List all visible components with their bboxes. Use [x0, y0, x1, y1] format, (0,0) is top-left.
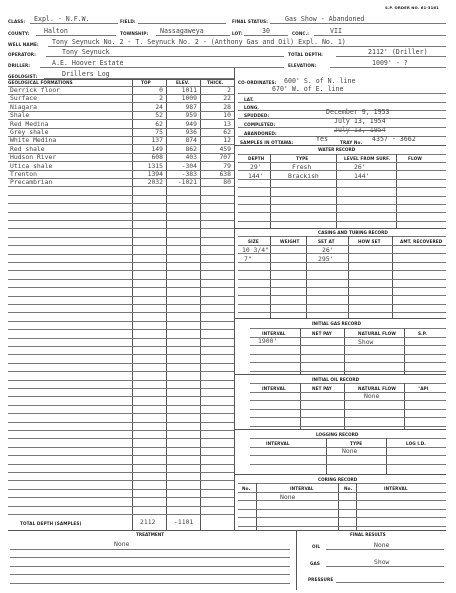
class-value: Expl. - N.F.W. [34, 15, 90, 23]
tray-label: TRAY No. [340, 140, 363, 145]
casing-row-rule [238, 312, 446, 313]
formation-row-rule [8, 354, 234, 355]
formation-thick: 10 [223, 111, 231, 120]
water-col-type: TYPE [296, 156, 309, 161]
gas-row-rule [250, 345, 446, 346]
formation-top: 75 [155, 128, 163, 136]
formation-row-rule [8, 388, 234, 389]
formation-name: Derrick floor [10, 86, 61, 94]
casing-row-rule [238, 304, 446, 305]
formation-elev: -383 [181, 170, 197, 178]
water-row-rule [238, 196, 446, 197]
formation-row-rule [8, 237, 234, 238]
casing-div-1 [270, 236, 271, 318]
formation-elev: 949 [185, 119, 197, 128]
formation-top: 1394 [147, 170, 163, 178]
formation-row-rule [8, 270, 234, 271]
coord-rule-1 [238, 93, 446, 94]
driller-value: A.E. Hoover Estate [52, 59, 124, 67]
gas-col-netpay: NET PAY [312, 331, 332, 336]
formation-elev: 1011 [181, 86, 197, 94]
oil-result-value: None [374, 541, 390, 549]
formation-row-rule [8, 186, 234, 187]
coring-interval-value: None [280, 493, 296, 501]
oil-col-flow: NATURAL FLOW [358, 386, 397, 391]
formation-thick: 22 [223, 94, 231, 103]
lot-rule [244, 35, 288, 36]
formation-elev: 936 [185, 128, 197, 136]
formation-elev: -1021 [177, 178, 197, 187]
long-label: LONG. [244, 105, 260, 110]
county-value: Halton [44, 27, 68, 35]
county-label: COUNTY: [8, 31, 30, 36]
coring-col-no2: No. [344, 486, 353, 491]
water-row-2-type: Brackish [288, 172, 319, 180]
formation-row-rule [8, 254, 234, 255]
township-label: TOWNSHIP: [120, 31, 149, 36]
oil-header-rule [250, 383, 446, 384]
formation-row-rule [8, 430, 234, 431]
formation-thick: 459 [219, 144, 231, 153]
formation-row-rule [8, 102, 234, 103]
coring-col-interval2: INTERVAL [384, 486, 408, 491]
gas-col-flow: NATURAL FLOW [358, 331, 397, 336]
formation-row-rule [8, 136, 234, 137]
formation-row-rule [8, 506, 234, 507]
water-div-1 [270, 154, 271, 228]
coordinates-line1: 600' S. of N. line [284, 77, 356, 85]
conc-rule [314, 35, 446, 36]
gas-div-1 [300, 328, 301, 374]
class-label: CLASS: [8, 19, 26, 24]
formation-top: 2032 [147, 178, 163, 187]
formation-name: Niagara [10, 102, 37, 111]
spudded-value: December 9, 1953 [326, 108, 390, 116]
formation-name: Surface [10, 94, 37, 103]
water-row-rule [238, 162, 446, 163]
lot-label: LOT: [232, 31, 243, 36]
lot-value: 30 [262, 27, 270, 35]
coring-top-border [234, 474, 446, 475]
coring-title: CORING RECORD [318, 477, 358, 482]
logging-title: LOGGING RECORD [316, 432, 359, 437]
formation-row-rule [8, 212, 234, 213]
gas-title: INITIAL GAS RECORD [312, 321, 361, 326]
formation-row-rule [8, 346, 234, 347]
oil-row-rule [250, 392, 446, 393]
formation-row-rule [8, 312, 234, 313]
coring-div-2 [338, 483, 339, 531]
casing-row-rule [238, 245, 446, 246]
formation-row-rule [8, 220, 234, 221]
water-title: WATER RECORD [318, 147, 356, 152]
gas-flow-value: Show [358, 338, 374, 346]
treatment-row-rule [10, 557, 290, 558]
operator-rule [46, 56, 284, 57]
casing-col-howset: HOW SET [358, 239, 381, 244]
water-row-rule [238, 221, 446, 222]
well-name-label: WELL NAME: [8, 42, 39, 47]
gas-result-rule [326, 566, 444, 567]
conc-label: CONC.: [292, 31, 310, 36]
gas-div-3 [404, 328, 405, 374]
total-depth-samples-label: TOTAL DEPTH (SAMPLES) [20, 521, 82, 526]
coring-row-rule [238, 509, 446, 510]
formation-top: 149 [151, 144, 163, 153]
treatment-row-rule [10, 583, 290, 584]
formation-name: Shale [10, 111, 30, 120]
field-label: FIELD: [120, 19, 136, 24]
formation-row-rule [8, 489, 234, 490]
formation-row-rule [8, 514, 234, 515]
coring-col-no1: No. [242, 486, 251, 491]
formation-row-rule [8, 438, 234, 439]
formation-elev: 403 [185, 153, 197, 162]
logging-div-1 [326, 438, 327, 474]
oil-row-rule [250, 400, 446, 401]
township-value: Nassagaweya [160, 27, 204, 35]
formation-name: Grey shale [10, 128, 49, 136]
formation-row-rule [8, 380, 234, 381]
casing-row-rule [238, 295, 446, 296]
logging-div-2 [386, 438, 387, 474]
casing-row-1-size: 10 3/4" [242, 246, 269, 254]
operator-label: OPERATOR: [8, 52, 36, 57]
formation-name: Red Medina [10, 119, 49, 128]
formation-name: Precambrian [10, 178, 53, 187]
formation-row-rule [8, 321, 234, 322]
oil-col-api: °API [418, 386, 429, 391]
completed-label: COMPLETED: [244, 122, 276, 127]
logging-type-value: None [342, 447, 358, 455]
formation-row-rule [8, 405, 234, 406]
oil-row-rule [250, 409, 446, 410]
formation-row-rule [8, 178, 234, 179]
formation-elev: 987 [185, 102, 197, 111]
oil-div-3 [404, 383, 405, 429]
operator-value: Tony Seynuck [62, 48, 110, 56]
formation-thick: 638 [219, 170, 231, 178]
water-row-rule [238, 170, 446, 171]
formation-top: 0 [159, 86, 163, 94]
formation-thick: 28 [223, 102, 231, 111]
county-rule [36, 35, 116, 36]
pressure-result-rule [336, 582, 444, 583]
formation-row-rule [8, 195, 234, 196]
casing-row-rule [238, 279, 446, 280]
samples-label: SAMPLES IN OTTAWA: [240, 140, 294, 145]
gas-row-rule [250, 362, 446, 363]
logging-col-interval: INTERVAL [266, 441, 290, 446]
oil-div-1 [300, 383, 301, 429]
final-status-rule [270, 23, 446, 24]
class-rule [30, 23, 118, 24]
logging-top-border [234, 429, 446, 430]
gas-row-rule [250, 371, 446, 372]
logging-col-logid: LOG I.D. [406, 441, 426, 446]
coring-row-rule [238, 517, 446, 518]
water-row-1-depth: 29' [250, 163, 262, 171]
oil-flow-value: None [364, 392, 380, 400]
formation-top: 608 [151, 153, 163, 162]
formation-thick: 2 [227, 86, 231, 94]
coord-bottom-border [234, 145, 446, 146]
casing-col-setat: SET AT [318, 239, 335, 244]
bottom-divider [296, 530, 297, 590]
well-name-rule [48, 46, 446, 47]
elevation-rule [330, 67, 446, 68]
formation-thick: 79 [223, 161, 231, 170]
formation-name: Red shale [10, 144, 45, 153]
water-row-rule [238, 212, 446, 213]
casing-row-2-setat: 295' [318, 255, 334, 263]
coordinates-line2: 670' W. of E. line [272, 85, 344, 93]
col-divider-4 [234, 68, 235, 531]
formation-row-rule [8, 128, 234, 129]
water-div-2 [336, 154, 337, 228]
treatment-title: TREATMENT [136, 532, 165, 537]
coring-row-rule [238, 492, 446, 493]
samples-value: Yes [316, 135, 328, 143]
casing-div-3 [348, 236, 349, 318]
logging-row-rule [250, 447, 446, 448]
oil-col-interval: INTERVAL [262, 386, 286, 391]
formation-name: Trenton [10, 170, 37, 178]
casing-row-2-size: 7" [244, 255, 252, 263]
lat-label: LAT. [244, 97, 254, 102]
coring-col-interval1: INTERVAL [290, 486, 314, 491]
formation-row-rule [8, 296, 234, 297]
gas-div-2 [344, 328, 345, 374]
geologist-value: Drillers Log [62, 70, 110, 78]
formation-row-rule [8, 464, 234, 465]
formation-row-rule [8, 262, 234, 263]
driller-label: DRILLER: [8, 63, 31, 68]
oil-top-border [234, 374, 446, 375]
formation-name: Utica shale [10, 161, 53, 170]
coord-rule-2 [238, 102, 446, 103]
total-depth-label: TOTAL DEPTH: [288, 52, 323, 57]
gas-top-border [234, 318, 446, 319]
formation-thick: 80 [223, 178, 231, 187]
formation-row-rule [8, 447, 234, 448]
form-number: S.P. ORDER NO. 61-3161 [385, 5, 439, 10]
formation-row-rule [8, 497, 234, 498]
formation-row-rule [8, 111, 234, 112]
water-row-rule [238, 179, 446, 180]
treatment-row-rule [10, 574, 290, 575]
water-col-flow: FLOW [408, 156, 422, 161]
formation-row-rule [8, 119, 234, 120]
water-row-1-level: 26' [354, 163, 366, 171]
coring-div-3 [356, 483, 357, 531]
formation-name: White Medina [10, 136, 57, 145]
treatment-value: None [114, 540, 130, 548]
formation-elev: -304 [181, 161, 197, 170]
formation-row-rule [8, 455, 234, 456]
final-status-value: Gas Show - Abandoned [285, 15, 365, 23]
casing-title: CASING AND TUBING RECORD [318, 230, 388, 235]
abandoned-label: ABANDONED: [244, 131, 277, 136]
oil-row-rule [250, 426, 446, 427]
formation-row-rule [8, 413, 234, 414]
treatment-row-rule [10, 549, 290, 550]
formation-row-rule [8, 422, 234, 423]
elevation-label: ELEVATION: [288, 63, 317, 68]
township-rule [156, 35, 230, 36]
total-depth-samples-elev: -1101 [174, 518, 194, 526]
water-row-1-type: Fresh [292, 163, 312, 171]
water-row-rule [238, 187, 446, 188]
field-rule [138, 23, 226, 24]
formation-row-rule [8, 287, 234, 288]
formation-elev: 874 [185, 136, 197, 145]
formation-top: 2 [159, 94, 163, 103]
casing-col-weight: WEIGHT [280, 239, 300, 244]
oil-div-2 [344, 383, 345, 429]
water-row-rule [238, 204, 446, 205]
coring-div-1 [256, 483, 257, 531]
formation-row-rule [8, 472, 234, 473]
coordinates-label: CO-ORDINATES: [238, 80, 277, 85]
oil-row-rule [250, 417, 446, 418]
formation-row-rule [8, 245, 234, 246]
formations-header-rule [8, 86, 234, 87]
final-status-label: FINAL STATUS: [232, 19, 268, 24]
logging-row-rule [250, 455, 446, 456]
gas-row-rule [250, 337, 446, 338]
water-row-2-level: 144' [354, 172, 370, 180]
formation-row-rule [8, 144, 234, 145]
oil-result-rule [326, 549, 444, 550]
spudded-label: SPUDDED: [244, 113, 270, 118]
formation-row-rule [8, 396, 234, 397]
coring-row-rule [238, 526, 446, 527]
driller-rule [40, 67, 284, 68]
logging-header-rule [250, 438, 446, 439]
formation-thick: 13 [223, 119, 231, 128]
treatment-row-rule [10, 566, 290, 567]
oil-col-netpay: NET PAY [312, 386, 332, 391]
casing-row-rule [238, 270, 446, 271]
gas-header-rule [250, 328, 446, 329]
formation-top: 137 [151, 136, 163, 145]
formation-row-rule [8, 153, 234, 154]
well-name-value: Tony Seynuck No. 2 - T. Seynuck No. 2 - (Anthony Gas and Oil) Expl. No. 1) [52, 38, 346, 46]
formation-row-rule [8, 363, 234, 364]
formation-thick: 12 [223, 136, 231, 145]
col-thick-header: THICK. [207, 80, 224, 85]
formation-row-rule [8, 338, 234, 339]
bottom-top-border [8, 530, 446, 531]
casing-row-1-setat: 26' [322, 246, 334, 254]
total-depth-value: 2112' (Driller) [368, 48, 428, 56]
formation-row-rule [8, 279, 234, 280]
casing-div-4 [392, 236, 393, 318]
formation-row-rule [8, 228, 234, 229]
gas-result-label: GAS [310, 561, 320, 566]
casing-col-amt: AMT. RECOVERED [400, 239, 443, 244]
abandoned-value: July 13, 1954 [334, 126, 386, 134]
tray-value: 4357 - 3662 [372, 135, 416, 143]
gas-col-interval: INTERVAL [262, 331, 286, 336]
formation-row-rule [8, 371, 234, 372]
formation-thick: 62 [223, 128, 231, 136]
col-top-header: TOP [141, 80, 151, 85]
conc-value: VII [330, 27, 342, 35]
formation-row-rule [8, 94, 234, 95]
formation-row-rule [8, 304, 234, 305]
formation-row-rule [8, 203, 234, 204]
formation-row-rule [8, 480, 234, 481]
gas-col-sp: S.P. [418, 331, 427, 336]
formation-elev: 862 [185, 144, 197, 153]
formation-elev: 959 [185, 111, 197, 120]
water-col-depth: DEPTH [248, 156, 265, 161]
formation-row-rule [8, 170, 234, 171]
gas-interval-value: 1900' [258, 337, 278, 345]
col-elev-header: ELEV. [176, 80, 190, 85]
total-depth-rule [336, 56, 446, 57]
pressure-result-label: PRESSURE [308, 577, 334, 582]
water-row-2-depth: 144' [248, 172, 264, 180]
gas-row-rule [250, 354, 446, 355]
oil-title: INITIAL OIL RECORD [312, 377, 360, 382]
formation-thick: 707 [219, 153, 231, 162]
total-depth-samples-top: 2112 [140, 518, 156, 526]
final-results-title: FINAL RESULTS [350, 532, 386, 537]
formation-row-rule [8, 161, 234, 162]
casing-row-rule [238, 287, 446, 288]
elevation-value: 1009' - ? [372, 59, 408, 67]
casing-top-border [234, 228, 446, 229]
gas-result-value: Show [374, 558, 390, 566]
water-div-3 [396, 154, 397, 228]
formations-title: GEOLOGICAL FORMATIONS [8, 80, 73, 85]
coring-row-rule [238, 500, 446, 501]
water-col-level: LEVEL FROM SURF. [344, 156, 391, 161]
casing-row-rule [238, 262, 446, 263]
logging-row-rule [250, 464, 446, 465]
formation-top: 1315 [147, 161, 163, 170]
completed-value: July 13, 1954 [334, 117, 386, 125]
logging-col-type: TYPE [350, 441, 363, 446]
casing-row-rule [238, 253, 446, 254]
formation-top: 24 [155, 102, 163, 111]
oil-result-label: OIL [312, 544, 321, 549]
formation-top: 52 [155, 111, 163, 120]
formation-name: Hudson River [10, 153, 57, 162]
formation-elev: 1009 [181, 94, 197, 103]
coring-header-rule [238, 483, 446, 484]
casing-div-2 [306, 236, 307, 318]
casing-col-size: SIZE [248, 239, 259, 244]
formation-row-rule [8, 329, 234, 330]
formation-top: 62 [155, 119, 163, 128]
geologist-label: GEOLOGIST: [8, 74, 38, 79]
